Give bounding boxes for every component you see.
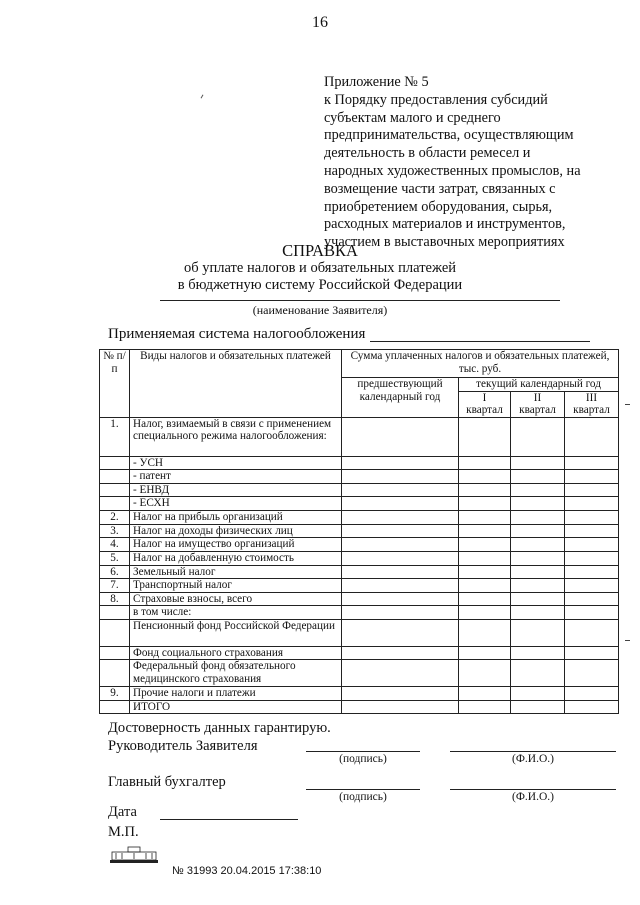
cell-q1[interactable] (459, 470, 511, 484)
table-row (100, 483, 619, 497)
table-row (100, 511, 619, 525)
row-num (100, 497, 130, 511)
subtitle-line-2: в бюджетную систему Российской Федерации (177, 277, 463, 293)
head-fio-field[interactable] (450, 751, 616, 752)
subtitle-line-1: об уплате налогов и обязательных платежей (183, 260, 457, 276)
cell-q3[interactable] (565, 511, 619, 525)
cell-q2[interactable] (511, 524, 565, 538)
cell-q2[interactable] (511, 660, 565, 687)
row-num (100, 483, 130, 497)
row-num: 9. (100, 687, 130, 701)
cell-prev[interactable] (342, 417, 459, 456)
government-logo-icon (108, 846, 160, 864)
scan-mark (201, 95, 204, 99)
row-label: Земельный налог (130, 565, 342, 579)
cell-q3[interactable] (565, 417, 619, 456)
cell-prev[interactable] (342, 565, 459, 579)
cell-q1[interactable] (459, 700, 511, 714)
appendix-title: Приложение № 5 (324, 74, 429, 90)
cell-q2[interactable] (511, 511, 565, 525)
header-q1: I квартал (459, 391, 511, 417)
header-num: № п/п (100, 350, 130, 418)
cell-q3[interactable] (565, 700, 619, 714)
appendix-line: народных художественных промыслов, на (324, 162, 581, 179)
cell-q3[interactable] (565, 551, 619, 565)
table-row (100, 524, 619, 538)
table-row (100, 660, 619, 687)
chief-signature-field[interactable] (306, 789, 420, 790)
cell-q2[interactable] (511, 456, 565, 470)
cell-prev[interactable] (342, 483, 459, 497)
cell-q2[interactable] (511, 646, 565, 660)
cell-prev[interactable] (342, 538, 459, 552)
header-prev-year: предшествующий календарный год (342, 378, 459, 418)
cell-q2[interactable] (511, 579, 565, 593)
cell-prev[interactable] (342, 511, 459, 525)
cell-prev[interactable] (342, 606, 459, 620)
row-label: - ЕНВД (130, 483, 342, 497)
cell-q2[interactable] (511, 470, 565, 484)
appendix-line: участием в выставочных мероприятиях (324, 234, 565, 251)
row-num: 3. (100, 524, 130, 538)
cell-q1[interactable] (459, 511, 511, 525)
cell-q1[interactable] (459, 497, 511, 511)
registration-stamp: № 31993 20.04.2015 17:38:10 (172, 865, 322, 877)
table-row (100, 687, 619, 701)
head-label: Руководитель Заявителя (108, 738, 258, 754)
row-num (100, 470, 130, 484)
cell-q1[interactable] (459, 592, 511, 606)
header-sum: Сумма уплаченных налогов и обязательных платежей, тыс. руб. (342, 350, 619, 378)
row-num (100, 700, 130, 714)
cell-q1[interactable] (459, 483, 511, 497)
cell-q2[interactable] (511, 417, 565, 456)
cell-q3[interactable] (565, 619, 619, 646)
cell-q2[interactable] (511, 565, 565, 579)
table-row (100, 470, 619, 484)
document-title: СПРАВКА (282, 241, 358, 260)
row-label: Прочие налоги и платежи (130, 687, 342, 701)
cell-q3[interactable] (565, 470, 619, 484)
fio-caption: (Ф.И.О.) (512, 753, 554, 765)
appendix-block (324, 74, 624, 252)
scan-mark (625, 404, 630, 405)
cell-q1[interactable] (459, 551, 511, 565)
table-row (100, 606, 619, 620)
cell-q2[interactable] (511, 592, 565, 606)
row-label: Налог на добавленную стоимость (130, 551, 342, 565)
cell-q1[interactable] (459, 687, 511, 701)
cell-q1[interactable] (459, 417, 511, 456)
cell-q2[interactable] (511, 700, 565, 714)
cell-prev[interactable] (342, 524, 459, 538)
row-label: ИТОГО (130, 700, 342, 714)
applicant-name-field[interactable] (160, 300, 560, 301)
cell-q2[interactable] (511, 497, 565, 511)
row-num: 6. (100, 565, 130, 579)
appendix-line: расходных материалов и инструментов, (324, 216, 566, 233)
row-num: 8. (100, 592, 130, 606)
cell-q1[interactable] (459, 456, 511, 470)
appendix-line: возмещение части затрат, связанных с (324, 180, 556, 197)
header-q2: II квартал (511, 391, 565, 417)
row-label: Фонд социального страхования (130, 646, 342, 660)
signature-caption: (подпись) (339, 791, 387, 803)
row-num (100, 456, 130, 470)
appendix-line: к Порядку предоставления субсидий (324, 91, 548, 108)
cell-q2[interactable] (511, 483, 565, 497)
table-row (100, 538, 619, 552)
row-num: 1. (100, 417, 130, 456)
row-label: Налог на прибыль организаций (130, 511, 342, 525)
cell-prev[interactable] (342, 592, 459, 606)
row-label: Пенсионный фонд Российской Федерации (130, 619, 342, 646)
table-row (100, 579, 619, 593)
row-label: Налог на доходы физических лиц (130, 524, 342, 538)
row-label: Транспортный налог (130, 579, 342, 593)
cell-q1[interactable] (459, 565, 511, 579)
tax-system-label: Применяемая система налогообложения (108, 326, 366, 342)
cell-prev[interactable] (342, 619, 459, 646)
appendix-line: предпринимательства, осуществляющим (324, 127, 574, 144)
row-label: - УСН (130, 456, 342, 470)
row-label: Страховые взносы, всего (130, 592, 342, 606)
cell-q3[interactable] (565, 579, 619, 593)
table-row-total (100, 700, 619, 714)
fio-caption: (Ф.И.О.) (512, 791, 554, 803)
cell-q2[interactable] (511, 551, 565, 565)
applicant-caption: (наименование Заявителя) (252, 303, 388, 317)
cell-prev[interactable] (342, 687, 459, 701)
cell-prev[interactable] (342, 579, 459, 593)
date-label: Дата (108, 804, 137, 820)
row-label: - ЕСХН (130, 497, 342, 511)
cell-q3[interactable] (565, 456, 619, 470)
row-num (100, 606, 130, 620)
date-field[interactable] (160, 819, 298, 820)
cell-prev[interactable] (342, 456, 459, 470)
chief-accountant-label: Главный бухгалтер (108, 774, 226, 790)
table-row (100, 646, 619, 660)
cell-q3[interactable] (565, 524, 619, 538)
tax-system-field[interactable] (370, 341, 590, 342)
page-number: 16 (312, 14, 328, 31)
cell-q3[interactable] (565, 687, 619, 701)
cell-q2[interactable] (511, 687, 565, 701)
cell-prev[interactable] (342, 497, 459, 511)
row-label: Федеральный фонд обязательного медицинского страхования (130, 660, 342, 687)
signature-caption: (подпись) (339, 753, 387, 765)
table-row (100, 417, 619, 456)
head-signature-field[interactable] (306, 751, 420, 752)
cell-q2[interactable] (511, 606, 565, 620)
header-q3: III квартал (565, 391, 619, 417)
document-subtitle (0, 260, 640, 294)
row-label: - патент (130, 470, 342, 484)
cell-q2[interactable] (511, 538, 565, 552)
cell-prev[interactable] (342, 700, 459, 714)
row-num (100, 660, 130, 687)
appendix-line: приобретением оборудования, сырья, (324, 198, 553, 215)
table-row (100, 619, 619, 646)
cell-prev[interactable] (342, 646, 459, 660)
cell-q3[interactable] (565, 606, 619, 620)
cell-q3[interactable] (565, 660, 619, 687)
table-row (100, 551, 619, 565)
cell-q1[interactable] (459, 646, 511, 660)
cell-q3[interactable] (565, 646, 619, 660)
appendix-line: субъектам малого и среднего (324, 109, 501, 126)
header-types: Виды налогов и обязательных платежей (130, 350, 342, 418)
chief-fio-field[interactable] (450, 789, 616, 790)
cell-q3[interactable] (565, 497, 619, 511)
cell-q1[interactable] (459, 619, 511, 646)
tax-payments-table (99, 349, 619, 714)
cell-q1[interactable] (459, 606, 511, 620)
row-num: 2. (100, 511, 130, 525)
row-label: Налог, взимаемый в связи с применением специального режима налогообложения: (130, 417, 342, 456)
table-row (100, 592, 619, 606)
row-num: 4. (100, 538, 130, 552)
guarantee-text: Достоверность данных гарантирую. (108, 720, 331, 736)
appendix-line: деятельность в области ремесел и (324, 145, 531, 162)
cell-q3[interactable] (565, 592, 619, 606)
row-num (100, 646, 130, 660)
table-row (100, 565, 619, 579)
row-num (100, 619, 130, 646)
header-cur-year: текущий календарный год (459, 378, 619, 392)
scan-mark (625, 640, 630, 641)
cell-prev[interactable] (342, 551, 459, 565)
row-num: 7. (100, 579, 130, 593)
cell-q3[interactable] (565, 483, 619, 497)
stamp-label: М.П. (108, 824, 139, 840)
cell-prev[interactable] (342, 660, 459, 687)
cell-q1[interactable] (459, 538, 511, 552)
cell-q2[interactable] (511, 619, 565, 646)
table-row (100, 456, 619, 470)
cell-q1[interactable] (459, 524, 511, 538)
cell-q1[interactable] (459, 579, 511, 593)
row-label: в том числе: (130, 606, 342, 620)
cell-q3[interactable] (565, 538, 619, 552)
cell-q1[interactable] (459, 660, 511, 687)
row-label: Налог на имущество организаций (130, 538, 342, 552)
row-num: 5. (100, 551, 130, 565)
cell-prev[interactable] (342, 470, 459, 484)
table-row (100, 497, 619, 511)
cell-q3[interactable] (565, 565, 619, 579)
